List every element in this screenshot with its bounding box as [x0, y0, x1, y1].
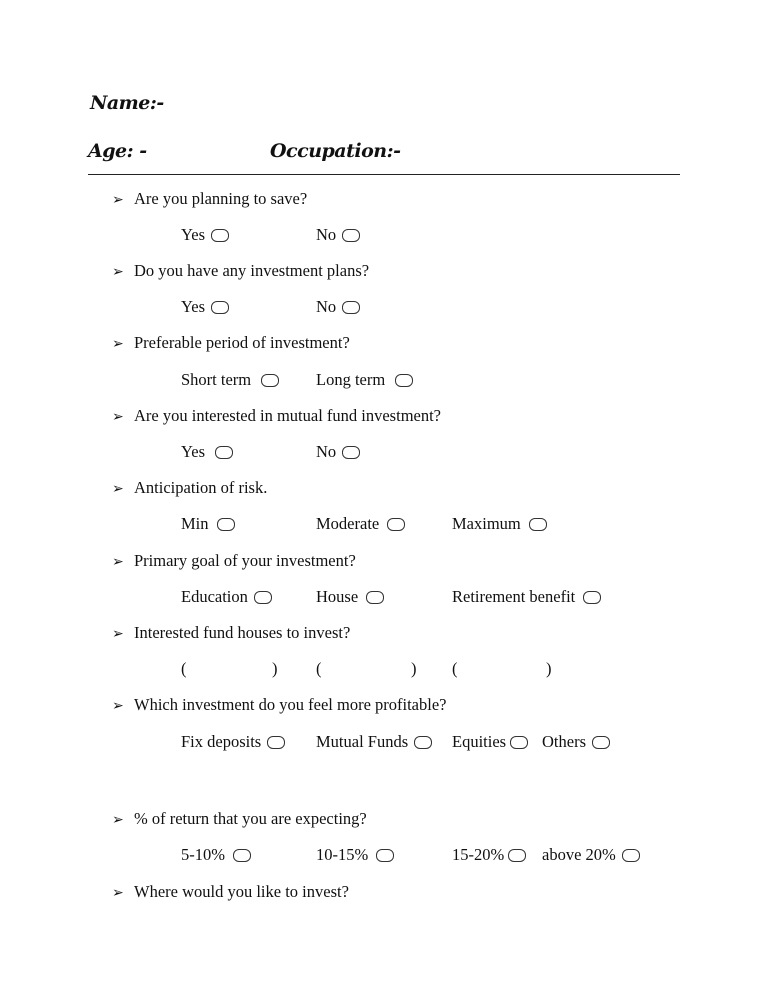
radio-button[interactable] — [211, 301, 229, 314]
option-10-15[interactable]: 10-15% — [316, 845, 394, 865]
option-short-term[interactable]: Short term — [181, 370, 279, 390]
question-text: Do you have any investment plans? — [134, 261, 370, 280]
arrow-bullet-icon: ➢ — [112, 886, 124, 901]
option-education[interactable]: Education — [181, 587, 272, 607]
option-equities[interactable]: Equities — [452, 732, 528, 752]
age-label: Age: - — [88, 140, 147, 162]
option-yes[interactable]: Yes — [181, 225, 229, 245]
option-yes[interactable]: Yes — [181, 297, 229, 317]
header-divider — [88, 174, 680, 175]
option-above-20[interactable]: above 20% — [542, 845, 640, 865]
radio-button[interactable] — [233, 849, 251, 862]
option-15-20[interactable]: 15-20% — [452, 845, 526, 865]
radio-button[interactable] — [376, 849, 394, 862]
option-yes[interactable]: Yes — [181, 442, 233, 462]
arrow-bullet-icon: ➢ — [112, 265, 124, 280]
radio-button[interactable] — [583, 591, 601, 604]
question-text: Are you interested in mutual fund investment? — [134, 406, 442, 425]
option-long-term[interactable]: Long term — [316, 370, 413, 390]
option-maximum[interactable]: Maximum — [452, 514, 547, 534]
radio-button[interactable] — [342, 229, 360, 242]
radio-button[interactable] — [217, 518, 235, 531]
question — [112, 695, 446, 715]
radio-button[interactable] — [395, 374, 413, 387]
option-min[interactable]: Min — [181, 514, 235, 534]
question — [112, 261, 369, 281]
name-label: Name:- — [90, 92, 164, 114]
question-text: Primary goal of your investment? — [134, 551, 356, 570]
radio-button[interactable] — [211, 229, 229, 242]
radio-button[interactable] — [261, 374, 279, 387]
question-text: Are you planning to save? — [134, 189, 308, 208]
radio-button[interactable] — [510, 736, 528, 749]
radio-button[interactable] — [414, 736, 432, 749]
option-no[interactable]: No — [316, 442, 360, 462]
radio-button[interactable] — [342, 446, 360, 459]
arrow-bullet-icon: ➢ — [112, 699, 124, 714]
question-text: Anticipation of risk. — [134, 478, 268, 497]
radio-button[interactable] — [342, 301, 360, 314]
option-no[interactable]: No — [316, 297, 360, 317]
option-no[interactable]: No — [316, 225, 360, 245]
arrow-bullet-icon: ➢ — [112, 813, 124, 828]
arrow-bullet-icon: ➢ — [112, 193, 124, 208]
question-text: % of return that you are expecting? — [134, 809, 367, 828]
arrow-bullet-icon: ➢ — [112, 410, 124, 425]
question — [112, 882, 349, 902]
option-5-10[interactable]: 5-10% — [181, 845, 251, 865]
radio-button[interactable] — [508, 849, 526, 862]
radio-button[interactable] — [622, 849, 640, 862]
question — [112, 623, 350, 643]
arrow-bullet-icon: ➢ — [112, 482, 124, 497]
question — [112, 189, 307, 209]
fund-house-field-1-open[interactable]: ( — [181, 659, 187, 678]
question-text: Interested fund houses to invest? — [134, 623, 351, 642]
option-retirement-benefit[interactable]: Retirement benefit — [452, 587, 601, 607]
question — [112, 809, 367, 829]
question-text: Which investment do you feel more profitable? — [134, 695, 447, 714]
fund-house-field-3-close[interactable]: ) — [546, 659, 552, 678]
question — [112, 406, 441, 426]
question-text: Preferable period of investment? — [134, 333, 350, 352]
radio-button[interactable] — [387, 518, 405, 531]
arrow-bullet-icon: ➢ — [112, 627, 124, 642]
option-others[interactable]: Others — [542, 732, 610, 752]
fund-house-field-1-close[interactable]: ) — [272, 659, 278, 678]
fund-house-field-3-open[interactable]: ( — [452, 659, 458, 678]
radio-button[interactable] — [366, 591, 384, 604]
radio-button[interactable] — [254, 591, 272, 604]
radio-button[interactable] — [267, 736, 285, 749]
arrow-bullet-icon: ➢ — [112, 337, 124, 352]
occupation-label: Occupation:- — [270, 140, 401, 162]
radio-button[interactable] — [215, 446, 233, 459]
question — [112, 551, 356, 571]
fund-house-field-2-close[interactable]: ) — [411, 659, 417, 678]
question — [112, 333, 350, 353]
option-fix-deposits[interactable]: Fix deposits — [181, 732, 285, 752]
radio-button[interactable] — [592, 736, 610, 749]
arrow-bullet-icon: ➢ — [112, 555, 124, 570]
question — [112, 478, 267, 498]
radio-button[interactable] — [529, 518, 547, 531]
option-moderate[interactable]: Moderate — [316, 514, 405, 534]
option-mutual-funds[interactable]: Mutual Funds — [316, 732, 432, 752]
option-house[interactable]: House — [316, 587, 384, 607]
fund-house-field-2-open[interactable]: ( — [316, 659, 322, 678]
question-text: Where would you like to invest? — [134, 882, 349, 901]
